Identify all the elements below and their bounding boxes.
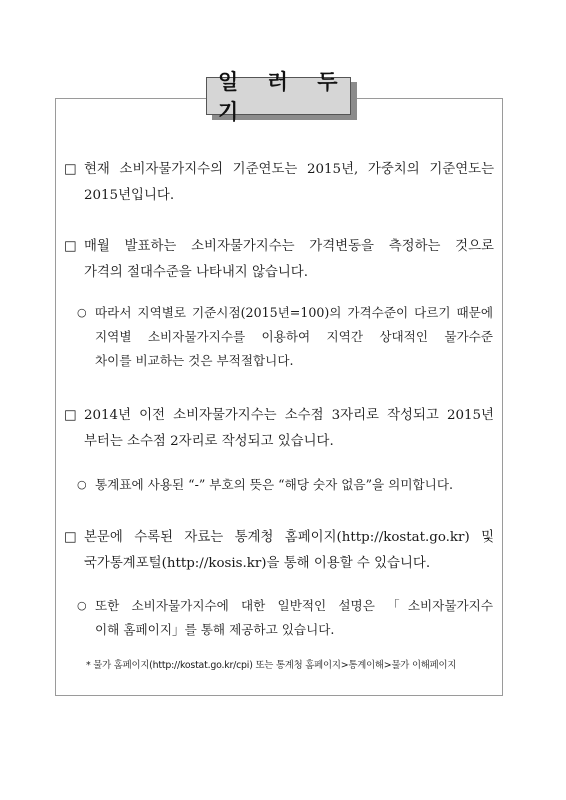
notice-line: 2014년 이전 소비자물가지수는 소수점 3자리로 작성되고 2015년 <box>84 408 494 423</box>
notice-line: 매월 발표하는 소비자물가지수는 가격변동을 측정하는 것으로 <box>84 239 494 254</box>
notice-subline: 차이를 비교하는 것은 부적절합니다. <box>95 353 294 368</box>
notice-subitem-regional <box>77 301 493 373</box>
square-bullet-icon: □ <box>64 162 77 177</box>
notice-item-decimal <box>64 403 494 455</box>
square-bullet-icon: □ <box>64 530 77 545</box>
notice-item-base-year <box>64 157 494 209</box>
notice-item-homepage <box>64 525 494 577</box>
notice-subline: 통계표에 사용된 “-” 부호의 뜻은 “해당 숫자 없음”을 의미합니다. <box>95 477 454 492</box>
circle-bullet-icon: ○ <box>77 599 87 612</box>
notice-line: 부터는 소수점 2자리로 작성되고 있습니다. <box>84 434 334 449</box>
notice-subitem-explanation <box>77 594 493 642</box>
footnote: * 물가 홈페이지(http://kostat.go.kr/cpi) 또는 통계청 홈페이지>통계이해>물가 이해페이지 <box>86 660 457 671</box>
notice-subline: 이해 홈페이지」를 통해 제공하고 있습니다. <box>95 622 335 637</box>
notice-line: 가격의 절대수준을 나타내지 않습니다. <box>84 265 308 280</box>
square-bullet-icon: □ <box>64 408 77 423</box>
notice-line: 본문에 수록된 자료는 통계청 홈페이지(http://kostat.go.kr) 및 <box>84 530 494 545</box>
page-title: 일 러 두 기 <box>206 77 351 115</box>
notice-item-price-change <box>64 234 494 286</box>
notice-subline: 따라서 지역별로 기준시점(2015년=100)의 가격수준이 다르기 때문에 <box>95 305 493 320</box>
circle-bullet-icon: ○ <box>77 478 87 491</box>
notice-line: 국가통계포털(http://kosis.kr)을 통해 이용할 수 있습니다. <box>84 556 431 571</box>
notice-subitem-symbol <box>77 473 493 497</box>
notice-line: 2015년입니다. <box>84 188 175 203</box>
notice-line: 현재 소비자물가지수의 기준연도는 2015년, 가중치의 기준연도는 <box>84 162 494 177</box>
circle-bullet-icon: ○ <box>77 306 87 319</box>
notice-subline: 지역별 소비자물가지수를 이용하여 지역간 상대적인 물가수준 <box>95 329 493 344</box>
notice-subline: 또한 소비자물가지수에 대한 일반적인 설명은 「소비자물가지수 <box>95 598 493 613</box>
square-bullet-icon: □ <box>64 239 77 254</box>
